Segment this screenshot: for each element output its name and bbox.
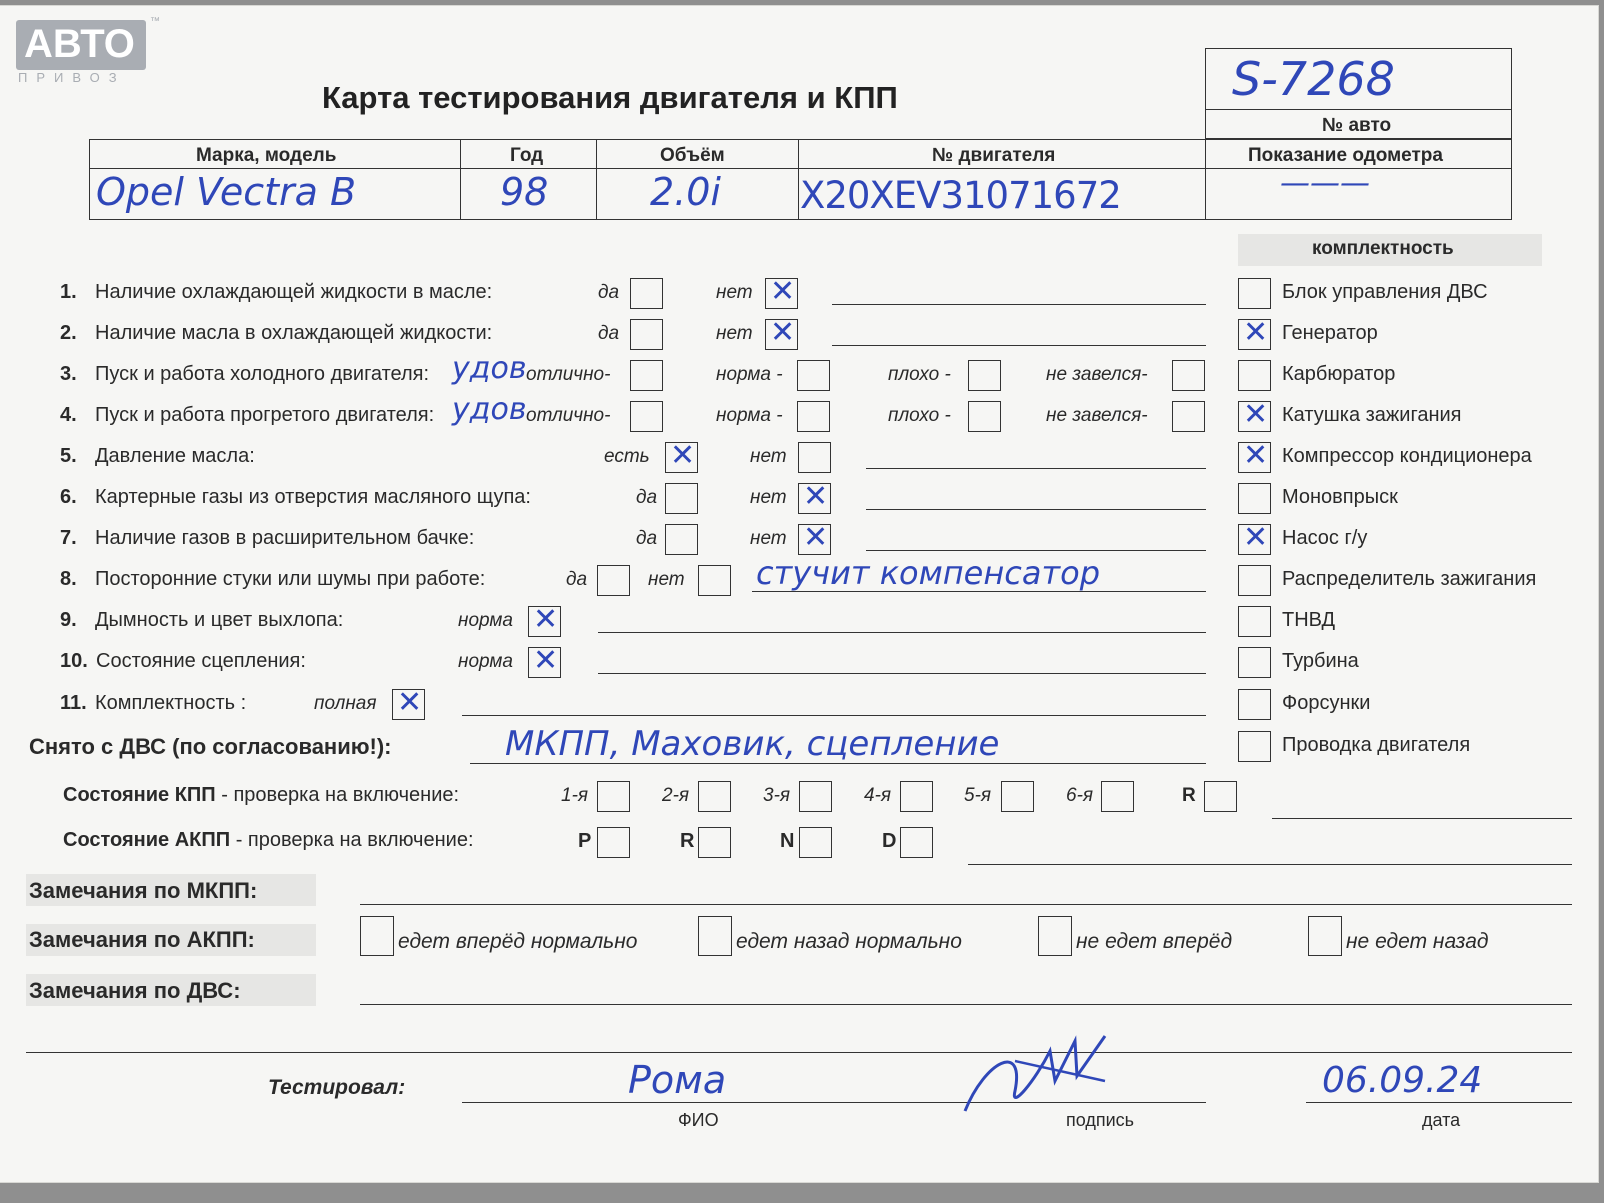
kpp-gear-checkbox[interactable]: [1001, 781, 1034, 812]
answer-b-label: нет: [750, 487, 787, 508]
completeness-label: Моновпрыск: [1282, 486, 1398, 508]
date-caption: дата: [1422, 1110, 1461, 1130]
name-value: Рома: [628, 1058, 727, 1102]
completeness-checkbox[interactable]: [1238, 483, 1271, 514]
handwritten-note: удов: [452, 392, 527, 427]
kpp-gear-checkbox[interactable]: [597, 781, 630, 812]
test-card-sheet: [0, 6, 1598, 1182]
question-text: Наличие охлаждающей жидкости в масле:: [95, 281, 493, 303]
question-text: Комплектность :: [95, 692, 247, 714]
kpp-gear-label: 4-я: [864, 785, 892, 806]
kpp-gear-label: 6-я: [1066, 785, 1094, 806]
header-label-model: Марка, модель: [196, 145, 337, 166]
option-label: норма -: [716, 405, 783, 426]
kpp-gear-label: 3-я: [763, 785, 791, 806]
value-engine: X20XEV31071672: [800, 174, 1121, 217]
header-label-engine: № двигателя: [932, 145, 1056, 166]
question-text: Пуск и работа прогретого двигателя:: [95, 404, 435, 426]
question-text: Пуск и работа холодного двигателя:: [95, 363, 430, 385]
removed-label: Снято с ДВС (по согласованию!):: [29, 734, 392, 759]
option-checkbox[interactable]: [1172, 360, 1205, 391]
question-text: Дымность и цвет выхлопа:: [95, 609, 344, 631]
question-number: 10.: [60, 650, 88, 672]
question-text: Наличие масла в охлаждающей жидкости:: [95, 322, 493, 344]
question-number: 9.: [60, 609, 77, 631]
akpp-gear-checkbox[interactable]: [698, 827, 731, 858]
removed-value: МКПП, Маховик, сцепление: [505, 724, 1000, 764]
question-number: 6.: [60, 486, 77, 508]
option-checkbox[interactable]: [630, 360, 663, 391]
akpp-remark-label: не едет вперёд: [1076, 930, 1233, 953]
completeness-label: Катушка зажигания: [1282, 404, 1462, 426]
answer-a-label: да: [636, 528, 658, 549]
akpp-remark-checkbox[interactable]: [360, 916, 394, 956]
completeness-checkbox-check-mark: ✕: [1243, 315, 1269, 350]
answer-b-checkbox-check-mark: ✕: [770, 274, 796, 309]
kpp-gear-checkbox[interactable]: [799, 781, 832, 812]
answer-b-label: нет: [716, 323, 753, 344]
answer-a-checkbox[interactable]: [630, 278, 663, 309]
answer-b-label: нет: [750, 528, 787, 549]
completeness-checkbox-check-mark: ✕: [1243, 520, 1269, 555]
answer-a-label: полная: [314, 693, 377, 714]
option-checkbox[interactable]: [797, 401, 830, 432]
answer-a-checkbox-check-mark: ✕: [533, 602, 559, 637]
akpp-remark-label: едет назад нормально: [736, 930, 962, 953]
question-text: Картерные газы из отверстия масляного щупа:: [95, 486, 531, 508]
kpp-gear-checkbox[interactable]: [900, 781, 933, 812]
answer-line: [832, 345, 1206, 346]
option-checkbox[interactable]: [1172, 401, 1205, 432]
answer-a-checkbox-check-mark: ✕: [397, 685, 423, 720]
kpp-label-rest: - проверка на включение:: [215, 784, 460, 806]
completeness-label: ТНВД: [1282, 609, 1336, 631]
completeness-label: Турбина: [1282, 650, 1359, 672]
completeness-label: Компрессор кондиционера: [1282, 445, 1532, 467]
completeness-checkbox[interactable]: [1238, 731, 1271, 762]
answer-a-checkbox[interactable]: [665, 483, 698, 514]
answer-a-label: да: [566, 569, 588, 590]
value-volume: 2.0i: [650, 170, 721, 214]
answer-a-label: да: [636, 487, 658, 508]
answer-a-checkbox-check-mark: ✕: [533, 643, 559, 678]
akpp-gear-label: P: [578, 830, 592, 852]
answer-b-checkbox-check-mark: ✕: [803, 479, 829, 514]
kpp-gear-checkbox[interactable]: [1204, 781, 1237, 812]
answer-line: [832, 304, 1206, 305]
akpp-gear-checkbox[interactable]: [799, 827, 832, 858]
completeness-label: Проводка двигателя: [1282, 734, 1471, 756]
answer-b-label: нет: [750, 446, 787, 467]
akpp-gear-label: N: [780, 830, 795, 852]
remark-dvs-line-2: [26, 1052, 1572, 1053]
tested-label: Тестировал:: [268, 1076, 406, 1099]
completeness-label: Форсунки: [1282, 692, 1371, 714]
answer-a-label: да: [598, 323, 620, 344]
question-number: 1.: [60, 281, 77, 303]
signature: [955, 1021, 1125, 1121]
completeness-title: комплектность: [1312, 238, 1454, 259]
kpp-gear-label: R: [1182, 785, 1196, 806]
answer-line: [866, 509, 1206, 510]
akpp-gear-checkbox[interactable]: [900, 827, 933, 858]
akpp-gear-checkbox[interactable]: [597, 827, 630, 858]
kpp-gear-checkbox[interactable]: [698, 781, 731, 812]
answer-a-label: да: [598, 282, 620, 303]
question-text: Состояние сцепления:: [96, 650, 306, 672]
remark-dvs-line: [360, 1004, 1572, 1005]
question-number: 3.: [60, 363, 77, 385]
akpp-gear-label: R: [680, 830, 695, 852]
option-checkbox[interactable]: [968, 360, 1001, 391]
answer-a-label: норма: [458, 610, 513, 631]
logo-sub: ПРИВОЗ: [18, 70, 126, 85]
kpp-label: [63, 784, 459, 807]
remark-akpp-label: Замечания по АКПП:: [29, 927, 255, 952]
question-text: Наличие газов в расширительном бачке:: [95, 527, 475, 549]
akpp-remark-label: едет вперёд нормально: [398, 930, 638, 953]
option-label: отлично-: [526, 405, 611, 426]
answer-b-checkbox[interactable]: [698, 565, 731, 596]
option-label: норма -: [716, 364, 783, 385]
handwritten-note: стучит компенсатор: [756, 554, 1100, 592]
akpp-remark-checkbox[interactable]: [698, 916, 732, 956]
completeness-label: Блок управления ДВС: [1282, 281, 1488, 303]
akpp-remark-checkbox[interactable]: [1038, 916, 1072, 956]
answer-line: [462, 715, 1206, 716]
header-label-odometer: Показание одометра: [1248, 145, 1443, 166]
option-label: не завелся-: [1046, 364, 1148, 385]
kpp-line: [1272, 818, 1572, 819]
name-caption: ФИО: [678, 1110, 719, 1130]
auto-number-value: S-7268: [1232, 52, 1395, 106]
question-text: Посторонние стуки или шумы при работе:: [95, 568, 486, 590]
remark-mkpp-line: [360, 904, 1572, 905]
logo-text: АВТО: [24, 22, 135, 66]
akpp-gear-label: D: [882, 830, 897, 852]
option-label: не завелся-: [1046, 405, 1148, 426]
value-year: 98: [500, 170, 549, 214]
option-checkbox[interactable]: [630, 401, 663, 432]
akpp-remark-label: не едет назад: [1346, 930, 1489, 953]
completeness-checkbox-check-mark: ✕: [1243, 397, 1269, 432]
completeness-label: Карбюратор: [1282, 363, 1396, 385]
completeness-checkbox[interactable]: [1238, 606, 1271, 637]
completeness-checkbox[interactable]: [1238, 689, 1271, 720]
kpp-gear-label: 5-я: [964, 785, 992, 806]
question-number: 4.: [60, 404, 77, 426]
kpp-gear-checkbox[interactable]: [1101, 781, 1134, 812]
answer-a-checkbox-check-mark: ✕: [670, 438, 696, 473]
page-title: Карта тестирования двигателя и КПП: [322, 80, 898, 115]
option-checkbox[interactable]: [797, 360, 830, 391]
akpp-remark-checkbox[interactable]: [1308, 916, 1342, 956]
akpp-label-rest: - проверка на включение:: [230, 829, 474, 851]
completeness-checkbox[interactable]: [1238, 565, 1271, 596]
header-label-volume: Объём: [660, 145, 725, 166]
answer-line: [598, 632, 1206, 633]
logo-tm: ™: [150, 16, 160, 27]
answer-line: [866, 550, 1206, 551]
answer-a-checkbox[interactable]: [597, 565, 630, 596]
question-number: 5.: [60, 445, 77, 467]
logo: [16, 20, 146, 70]
akpp-label-bold: Состояние АКПП: [63, 829, 231, 851]
kpp-gear-label: 1-я: [561, 785, 589, 806]
value-odometer: ———: [1280, 166, 1370, 201]
header-label-year: Год: [510, 145, 544, 166]
kpp-gear-label: 2-я: [662, 785, 690, 806]
signature-caption: подпись: [1066, 1110, 1135, 1130]
completeness-checkbox[interactable]: [1238, 278, 1271, 309]
question-text: Давление масла:: [95, 445, 255, 467]
option-checkbox[interactable]: [968, 401, 1001, 432]
option-label: плохо -: [888, 405, 951, 426]
akpp-label: [63, 829, 474, 852]
answer-a-checkbox[interactable]: [630, 319, 663, 350]
answer-a-label: норма: [458, 651, 513, 672]
question-number: 11.: [60, 692, 87, 714]
answer-a-label: есть: [604, 446, 650, 467]
question-number: 8.: [60, 568, 77, 590]
completeness-label: Генератор: [1282, 322, 1378, 344]
kpp-label-bold: Состояние КПП: [63, 784, 216, 806]
question-number: 7.: [60, 527, 77, 549]
akpp-line: [968, 864, 1572, 865]
answer-b-checkbox-check-mark: ✕: [803, 520, 829, 555]
completeness-checkbox-check-mark: ✕: [1243, 438, 1269, 473]
answer-b-label: нет: [716, 282, 753, 303]
date-line: [1306, 1102, 1572, 1103]
handwritten-note: удов: [452, 351, 527, 386]
answer-a-checkbox[interactable]: [665, 524, 698, 555]
name-line: [462, 1102, 1002, 1103]
answer-b-checkbox[interactable]: [798, 442, 831, 473]
completeness-checkbox[interactable]: [1238, 647, 1271, 678]
completeness-label: Распределитель зажигания: [1282, 568, 1537, 590]
answer-line: [598, 673, 1206, 674]
remark-mkpp-label: Замечания по МКПП:: [29, 878, 258, 903]
option-label: плохо -: [888, 364, 951, 385]
completeness-checkbox[interactable]: [1238, 360, 1271, 391]
auto-number-label: № авто: [1322, 115, 1392, 136]
option-label: отлично-: [526, 364, 611, 385]
answer-b-label: нет: [648, 569, 685, 590]
completeness-label: Насос г/у: [1282, 527, 1368, 549]
answer-b-checkbox-check-mark: ✕: [770, 315, 796, 350]
value-model: Opel Vectra B: [96, 170, 357, 214]
answer-line: [866, 468, 1206, 469]
question-number: 2.: [60, 322, 77, 344]
date-value: 06.09.24: [1322, 1060, 1483, 1101]
remark-dvs-label: Замечания по ДВС:: [29, 978, 241, 1003]
